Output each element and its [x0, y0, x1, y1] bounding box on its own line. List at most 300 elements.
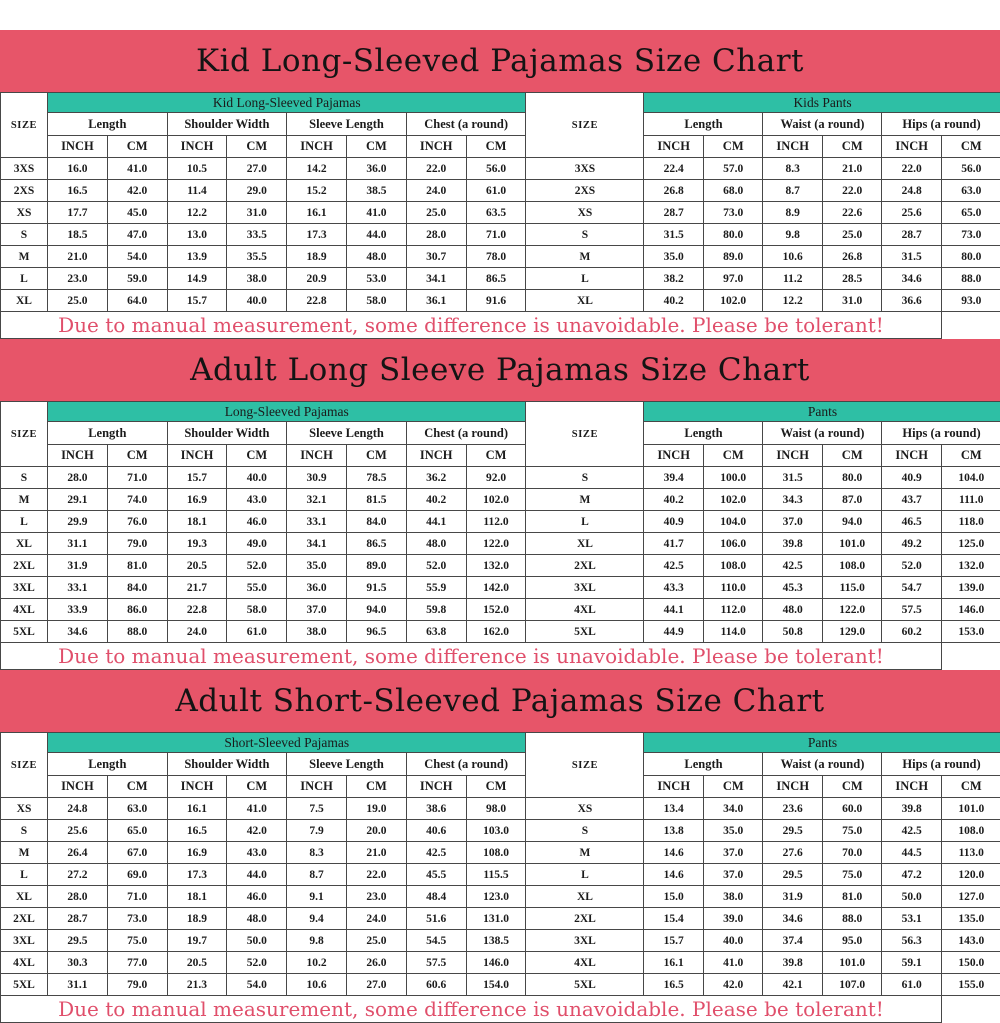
- cm-header: CM: [227, 136, 287, 158]
- measurement-group-header: Hips (a round): [882, 113, 1000, 136]
- measurement-value: 81.0: [107, 555, 167, 577]
- measurement-value: 23.0: [346, 886, 406, 908]
- measurement-value: 34.1: [287, 533, 347, 555]
- measurement-group-header: Waist (a round): [763, 422, 882, 445]
- size-column-header: SIZE: [1, 402, 48, 467]
- section-title: Adult Long Sleeve Pajamas Size Chart: [190, 352, 810, 388]
- measurement-value: 40.0: [227, 467, 287, 489]
- table-row: [1, 798, 1000, 820]
- measurement-value: 152.0: [466, 599, 526, 621]
- measurement-value: 58.0: [227, 599, 287, 621]
- measurement-value: 64.0: [107, 290, 167, 312]
- measurement-value: 31.5: [763, 467, 823, 489]
- measurement-value: 111.0: [941, 489, 1000, 511]
- measurement-value: 51.6: [406, 908, 466, 930]
- measurement-value: 19.7: [167, 930, 227, 952]
- measurement-value: 41.0: [703, 952, 763, 974]
- measurement-value: 28.0: [48, 886, 108, 908]
- measurement-value: 28.0: [406, 224, 466, 246]
- size-label: L: [526, 511, 644, 533]
- measurement-group-header: Length: [48, 753, 168, 776]
- measurement-value: 65.0: [107, 820, 167, 842]
- measurement-value: 15.4: [644, 908, 704, 930]
- measurement-value: 15.7: [167, 467, 227, 489]
- measurement-value: 46.0: [227, 511, 287, 533]
- measurement-value: 13.0: [167, 224, 227, 246]
- measurement-value: 22.0: [346, 864, 406, 886]
- measurement-value: 21.0: [822, 158, 882, 180]
- size-label: L: [1, 511, 48, 533]
- measurement-value: 29.5: [763, 820, 823, 842]
- measurement-value: 11.4: [167, 180, 227, 202]
- measurement-value: 39.0: [703, 908, 763, 930]
- disclaimer-text: Due to manual measurement, some difference is unavoidable. Please be tolerant!: [58, 313, 884, 337]
- header-row-titles: [1, 733, 1000, 753]
- measurement-value: 65.0: [941, 202, 1000, 224]
- section-adult-short-sleeved: [0, 670, 1000, 1023]
- measurement-value: 40.6: [406, 820, 466, 842]
- measurement-value: 75.0: [107, 930, 167, 952]
- measurement-value: 28.0: [48, 467, 108, 489]
- cm-header: CM: [227, 776, 287, 798]
- size-label: 3XL: [526, 930, 644, 952]
- measurement-value: 61.0: [466, 180, 526, 202]
- section-kid-long-sleeved: [0, 30, 1000, 339]
- cm-header: CM: [822, 776, 882, 798]
- measurement-value: 69.0: [107, 864, 167, 886]
- measurement-value: 41.7: [644, 533, 704, 555]
- measurement-value: 76.0: [107, 511, 167, 533]
- cm-header: CM: [941, 445, 1000, 467]
- size-column-header: SIZE: [526, 733, 644, 798]
- measurement-value: 36.2: [406, 467, 466, 489]
- header-row-measurements: [1, 753, 1000, 776]
- measurement-value: 45.3: [763, 577, 823, 599]
- inch-header: INCH: [287, 776, 347, 798]
- size-label: XS: [1, 798, 48, 820]
- pants-table-title: Pants: [644, 733, 1000, 753]
- inch-header: INCH: [48, 445, 108, 467]
- cm-header: CM: [107, 445, 167, 467]
- measurement-value: 24.0: [406, 180, 466, 202]
- measurement-value: 142.0: [466, 577, 526, 599]
- measurement-value: 27.6: [763, 842, 823, 864]
- measurement-value: 67.0: [107, 842, 167, 864]
- measurement-group-header: Shoulder Width: [167, 113, 287, 136]
- measurement-value: 37.0: [763, 511, 823, 533]
- measurement-value: 19.0: [346, 798, 406, 820]
- measurement-value: 18.1: [167, 511, 227, 533]
- measurement-value: 56.0: [941, 158, 1000, 180]
- measurement-value: 52.0: [227, 555, 287, 577]
- measurement-value: 14.6: [644, 842, 704, 864]
- cm-header: CM: [346, 136, 406, 158]
- measurement-value: 13.8: [644, 820, 704, 842]
- measurement-value: 102.0: [703, 489, 763, 511]
- measurement-value: 22.4: [644, 158, 704, 180]
- measurement-value: 53.0: [346, 268, 406, 290]
- measurement-value: 20.5: [167, 952, 227, 974]
- table-row: [1, 842, 1000, 864]
- measurement-value: 21.3: [167, 974, 227, 996]
- pants-table-title: Pants: [644, 402, 1000, 422]
- measurement-value: 50.8: [763, 621, 823, 643]
- measurement-value: 36.0: [346, 158, 406, 180]
- table-header: [1, 402, 1000, 467]
- measurement-value: 78.0: [466, 246, 526, 268]
- pajamas-table-title: Long-Sleeved Pajamas: [48, 402, 526, 422]
- measurement-value: 33.1: [287, 511, 347, 533]
- measurement-value: 10.6: [763, 246, 823, 268]
- measurement-value: 102.0: [703, 290, 763, 312]
- measurement-value: 38.0: [227, 268, 287, 290]
- table-row: [1, 974, 1000, 996]
- measurement-value: 55.9: [406, 577, 466, 599]
- measurement-value: 31.5: [644, 224, 704, 246]
- measurement-value: 10.2: [287, 952, 347, 974]
- measurement-value: 86.5: [466, 268, 526, 290]
- measurement-value: 17.7: [48, 202, 108, 224]
- cm-header: CM: [346, 445, 406, 467]
- measurement-value: 78.5: [346, 467, 406, 489]
- measurement-value: 48.4: [406, 886, 466, 908]
- measurement-value: 63.0: [107, 798, 167, 820]
- inch-header: INCH: [406, 445, 466, 467]
- measurement-value: 61.0: [227, 621, 287, 643]
- size-label: M: [526, 246, 644, 268]
- size-label: S: [1, 224, 48, 246]
- measurement-value: 57.0: [703, 158, 763, 180]
- measurement-value: 54.0: [227, 974, 287, 996]
- measurement-value: 8.7: [287, 864, 347, 886]
- measurement-value: 154.0: [466, 974, 526, 996]
- measurement-value: 61.0: [882, 974, 942, 996]
- size-label: 4XL: [526, 952, 644, 974]
- measurement-value: 45.0: [107, 202, 167, 224]
- size-label: 3XL: [526, 577, 644, 599]
- measurement-value: 35.0: [287, 555, 347, 577]
- measurement-value: 33.9: [48, 599, 108, 621]
- measurement-value: 50.0: [882, 886, 942, 908]
- inch-header: INCH: [167, 776, 227, 798]
- measurement-value: 59.0: [107, 268, 167, 290]
- inch-header: INCH: [763, 445, 823, 467]
- table-row: [1, 202, 1000, 224]
- measurement-value: 74.0: [107, 489, 167, 511]
- measurement-value: 32.1: [287, 489, 347, 511]
- size-table-adult-long: [0, 401, 1000, 670]
- measurement-value: 39.8: [763, 952, 823, 974]
- size-label: L: [526, 864, 644, 886]
- cm-header: CM: [822, 445, 882, 467]
- measurement-value: 15.2: [287, 180, 347, 202]
- measurement-group-header: Sleeve Length: [287, 113, 407, 136]
- measurement-value: 14.6: [644, 864, 704, 886]
- measurement-value: 40.9: [882, 467, 942, 489]
- measurement-value: 8.7: [763, 180, 823, 202]
- inch-header: INCH: [763, 776, 823, 798]
- measurement-value: 54.5: [406, 930, 466, 952]
- disclaimer-cell: [1, 643, 942, 670]
- measurement-value: 47.0: [107, 224, 167, 246]
- measurement-value: 31.0: [227, 202, 287, 224]
- measurement-group-header: Hips (a round): [882, 422, 1000, 445]
- size-label: 3XS: [1, 158, 48, 180]
- measurement-value: 16.5: [48, 180, 108, 202]
- cm-header: CM: [822, 136, 882, 158]
- measurement-value: 71.0: [466, 224, 526, 246]
- measurement-value: 25.0: [346, 930, 406, 952]
- measurement-value: 27.2: [48, 864, 108, 886]
- measurement-value: 43.3: [644, 577, 704, 599]
- measurement-value: 29.5: [48, 930, 108, 952]
- measurement-value: 31.1: [48, 974, 108, 996]
- measurement-value: 162.0: [466, 621, 526, 643]
- header-row-titles: [1, 402, 1000, 422]
- measurement-group-header: Hips (a round): [882, 753, 1000, 776]
- measurement-value: 89.0: [346, 555, 406, 577]
- measurement-value: 94.0: [346, 599, 406, 621]
- measurement-value: 43.0: [227, 842, 287, 864]
- measurement-value: 16.9: [167, 842, 227, 864]
- table-footer: [1, 643, 1000, 670]
- measurement-value: 15.7: [644, 930, 704, 952]
- measurement-value: 36.6: [882, 290, 942, 312]
- measurement-value: 38.0: [287, 621, 347, 643]
- measurement-value: 57.5: [882, 599, 942, 621]
- table-row: [1, 930, 1000, 952]
- measurement-value: 22.8: [167, 599, 227, 621]
- measurement-value: 75.0: [822, 864, 882, 886]
- size-label: 2XL: [1, 908, 48, 930]
- cm-header: CM: [703, 445, 763, 467]
- measurement-value: 42.5: [644, 555, 704, 577]
- measurement-value: 71.0: [107, 886, 167, 908]
- measurement-value: 81.0: [822, 886, 882, 908]
- measurement-value: 16.1: [644, 952, 704, 974]
- measurement-value: 31.1: [48, 533, 108, 555]
- measurement-value: 50.0: [227, 930, 287, 952]
- measurement-value: 86.5: [346, 533, 406, 555]
- measurement-value: 81.5: [346, 489, 406, 511]
- measurement-group-header: Length: [48, 113, 168, 136]
- measurement-value: 16.9: [167, 489, 227, 511]
- size-label: M: [526, 489, 644, 511]
- measurement-value: 40.9: [644, 511, 704, 533]
- measurement-value: 18.1: [167, 886, 227, 908]
- measurement-value: 53.1: [882, 908, 942, 930]
- measurement-value: 47.2: [882, 864, 942, 886]
- measurement-value: 42.0: [227, 820, 287, 842]
- size-label: S: [1, 820, 48, 842]
- measurement-value: 12.2: [763, 290, 823, 312]
- measurement-value: 115.0: [822, 577, 882, 599]
- measurement-value: 129.0: [822, 621, 882, 643]
- inch-header: INCH: [48, 776, 108, 798]
- size-column-header: SIZE: [526, 93, 644, 158]
- inch-header: INCH: [644, 776, 704, 798]
- measurement-value: 14.2: [287, 158, 347, 180]
- measurement-value: 63.8: [406, 621, 466, 643]
- size-label: XL: [526, 533, 644, 555]
- measurement-group-header: Chest (a round): [406, 753, 526, 776]
- measurement-value: 24.0: [346, 908, 406, 930]
- measurement-value: 16.5: [167, 820, 227, 842]
- size-label: S: [526, 224, 644, 246]
- measurement-value: 26.0: [346, 952, 406, 974]
- measurement-value: 18.5: [48, 224, 108, 246]
- measurement-value: 25.6: [48, 820, 108, 842]
- measurement-value: 131.0: [466, 908, 526, 930]
- measurement-value: 9.8: [763, 224, 823, 246]
- inch-header: INCH: [644, 445, 704, 467]
- section-title: Adult Short-Sleeved Pajamas Size Chart: [175, 683, 824, 719]
- size-label: 5XL: [1, 621, 48, 643]
- measurement-value: 35.5: [227, 246, 287, 268]
- table-row: [1, 599, 1000, 621]
- measurement-value: 28.5: [822, 268, 882, 290]
- measurement-value: 30.7: [406, 246, 466, 268]
- measurement-value: 143.0: [941, 930, 1000, 952]
- measurement-value: 36.1: [406, 290, 466, 312]
- pants-table-title: Kids Pants: [644, 93, 1000, 113]
- size-label: S: [526, 467, 644, 489]
- measurement-value: 9.8: [287, 930, 347, 952]
- measurement-value: 88.0: [822, 908, 882, 930]
- size-label: XS: [526, 202, 644, 224]
- measurement-value: 25.0: [48, 290, 108, 312]
- size-table-adult-short: [0, 732, 1000, 1023]
- size-label: XL: [1, 290, 48, 312]
- inch-header: INCH: [287, 136, 347, 158]
- measurement-value: 29.0: [227, 180, 287, 202]
- measurement-group-header: Sleeve Length: [287, 422, 407, 445]
- measurement-value: 60.2: [882, 621, 942, 643]
- measurement-value: 40.0: [703, 930, 763, 952]
- measurement-value: 84.0: [346, 511, 406, 533]
- disclaimer-text: Due to manual measurement, some difference is unavoidable. Please be tolerant!: [58, 997, 884, 1021]
- table-row: [1, 908, 1000, 930]
- measurement-value: 88.0: [107, 621, 167, 643]
- measurement-value: 52.0: [227, 952, 287, 974]
- measurement-value: 107.0: [822, 974, 882, 996]
- measurement-value: 8.9: [763, 202, 823, 224]
- cm-header: CM: [466, 445, 526, 467]
- size-label: 2XL: [526, 555, 644, 577]
- size-table-kid: [0, 92, 1000, 339]
- measurement-value: 114.0: [703, 621, 763, 643]
- measurement-value: 43.0: [227, 489, 287, 511]
- measurement-value: 104.0: [703, 511, 763, 533]
- disclaimer-cell: [1, 312, 942, 339]
- measurement-value: 68.0: [703, 180, 763, 202]
- measurement-value: 56.3: [882, 930, 942, 952]
- measurement-value: 52.0: [406, 555, 466, 577]
- measurement-value: 16.0: [48, 158, 108, 180]
- measurement-value: 101.0: [822, 533, 882, 555]
- measurement-value: 89.0: [703, 246, 763, 268]
- measurement-value: 12.2: [167, 202, 227, 224]
- measurement-value: 13.4: [644, 798, 704, 820]
- measurement-value: 39.8: [882, 798, 942, 820]
- measurement-group-header: Shoulder Width: [167, 422, 287, 445]
- cm-header: CM: [466, 776, 526, 798]
- measurement-value: 106.0: [703, 533, 763, 555]
- measurement-value: 75.0: [822, 820, 882, 842]
- measurement-value: 25.0: [406, 202, 466, 224]
- measurement-value: 20.9: [287, 268, 347, 290]
- measurement-value: 42.5: [763, 555, 823, 577]
- measurement-value: 42.0: [107, 180, 167, 202]
- size-label: 2XL: [1, 555, 48, 577]
- header-row-units: [1, 445, 1000, 467]
- measurement-value: 24.8: [882, 180, 942, 202]
- measurement-value: 48.0: [227, 908, 287, 930]
- size-label: XS: [526, 798, 644, 820]
- measurement-group-header: Length: [644, 113, 763, 136]
- size-label: 2XS: [1, 180, 48, 202]
- table-row: [1, 577, 1000, 599]
- measurement-value: 63.5: [466, 202, 526, 224]
- section-title-banner: [0, 339, 1000, 401]
- pajamas-table-title: Kid Long-Sleeved Pajamas: [48, 93, 526, 113]
- measurement-value: 108.0: [703, 555, 763, 577]
- measurement-value: 49.2: [882, 533, 942, 555]
- measurement-value: 48.0: [406, 533, 466, 555]
- measurement-value: 153.0: [941, 621, 1000, 643]
- measurement-value: 63.0: [941, 180, 1000, 202]
- measurement-value: 34.6: [48, 621, 108, 643]
- measurement-value: 94.0: [822, 511, 882, 533]
- measurement-value: 40.0: [227, 290, 287, 312]
- table-row: [1, 158, 1000, 180]
- measurement-value: 73.0: [107, 908, 167, 930]
- size-label: 3XL: [1, 930, 48, 952]
- measurement-value: 113.0: [941, 842, 1000, 864]
- measurement-value: 31.0: [822, 290, 882, 312]
- measurement-value: 118.0: [941, 511, 1000, 533]
- cm-header: CM: [227, 445, 287, 467]
- measurement-value: 15.7: [167, 290, 227, 312]
- disclaimer-text: Due to manual measurement, some difference is unavoidable. Please be tolerant!: [58, 644, 884, 668]
- measurement-value: 26.4: [48, 842, 108, 864]
- table-row: [1, 511, 1000, 533]
- measurement-value: 41.0: [107, 158, 167, 180]
- measurement-value: 73.0: [941, 224, 1000, 246]
- table-row: [1, 555, 1000, 577]
- measurement-value: 22.0: [822, 180, 882, 202]
- measurement-value: 22.0: [882, 158, 942, 180]
- measurement-value: 9.1: [287, 886, 347, 908]
- measurement-value: 52.0: [882, 555, 942, 577]
- measurement-value: 28.7: [882, 224, 942, 246]
- measurement-value: 44.1: [644, 599, 704, 621]
- cm-header: CM: [466, 136, 526, 158]
- cm-header: CM: [941, 136, 1000, 158]
- header-row-measurements: [1, 422, 1000, 445]
- measurement-value: 48.0: [763, 599, 823, 621]
- table-body: [1, 467, 1000, 643]
- size-label: 5XL: [526, 974, 644, 996]
- size-label: 4XL: [1, 599, 48, 621]
- header-row-titles: [1, 93, 1000, 113]
- measurement-value: 18.9: [287, 246, 347, 268]
- size-label: 4XL: [526, 599, 644, 621]
- measurement-value: 40.2: [644, 290, 704, 312]
- measurement-value: 125.0: [941, 533, 1000, 555]
- section-adult-long-sleeve: [0, 339, 1000, 670]
- inch-header: INCH: [406, 776, 466, 798]
